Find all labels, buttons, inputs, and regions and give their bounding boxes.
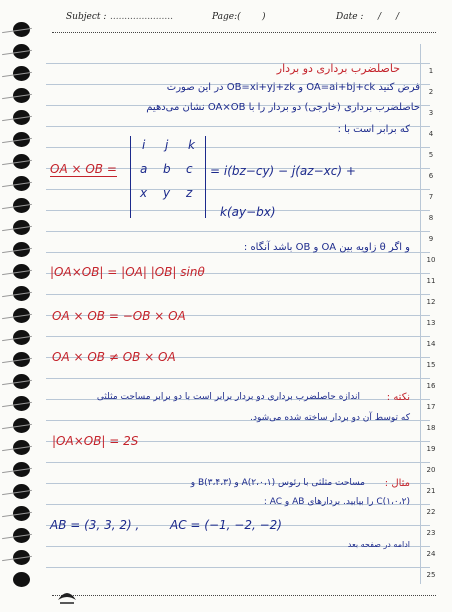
line-number: 7 bbox=[428, 193, 434, 201]
line-number: 3 bbox=[428, 109, 434, 117]
line-number: 16 bbox=[426, 382, 436, 390]
page-close-paren: ) bbox=[262, 12, 266, 22]
line-number: 21 bbox=[426, 487, 436, 495]
example-text: مساحت مثلثی با رئوس A(۲،۰،۱) و B(۳،۴،۳) و bbox=[190, 478, 365, 488]
binding-hole bbox=[13, 572, 30, 587]
cross-product-expansion: = i(bz−cy) − j(az−xc) + bbox=[210, 164, 356, 178]
line-number: 6 bbox=[428, 172, 434, 180]
line-number: 19 bbox=[426, 445, 436, 453]
page-header bbox=[44, 8, 444, 30]
line-number: 15 bbox=[426, 361, 436, 369]
ruled-line bbox=[46, 231, 430, 232]
det-cell-y: y bbox=[163, 186, 171, 200]
page-label: Page:( bbox=[212, 12, 241, 22]
line-number: 2 bbox=[428, 88, 434, 96]
cross-product-expansion-k: k(ay−bx) bbox=[220, 205, 276, 219]
note-text: که توسط آن دو بردار ساخته شده می‌شود. bbox=[250, 413, 410, 423]
text-line: فرض کنید OA=ai+bj+ck و OB=xi+yj+zk در این صورت bbox=[166, 82, 420, 93]
line-number: 4 bbox=[428, 130, 434, 138]
line-number: 20 bbox=[426, 466, 436, 474]
line-number: 1 bbox=[428, 67, 434, 75]
line-number: 9 bbox=[428, 235, 434, 243]
line-number: 5 bbox=[428, 151, 434, 159]
binding-holes bbox=[0, 0, 40, 612]
footer-dotted-line bbox=[52, 595, 436, 596]
determinant-left-bar bbox=[130, 136, 131, 218]
determinant-right-bar bbox=[205, 136, 206, 218]
vector-ac: AC = (−1, −2, −2) bbox=[170, 518, 282, 532]
ruled-line bbox=[46, 462, 430, 463]
vector-ab: AB = (3, 3, 2) , bbox=[50, 518, 140, 532]
subject-dots: ...................... bbox=[110, 12, 173, 22]
det-cell-a: a bbox=[140, 162, 148, 176]
det-cell-c: c bbox=[186, 162, 193, 176]
line-number: 13 bbox=[426, 319, 436, 327]
ruled-line bbox=[46, 567, 430, 568]
line-number: 25 bbox=[426, 571, 436, 579]
ruled-line bbox=[46, 378, 430, 379]
ruled-line bbox=[46, 294, 430, 295]
continue-note: ادامه در صفحه بعد bbox=[347, 540, 410, 549]
det-cell-x: x bbox=[140, 186, 148, 200]
line-number: 8 bbox=[428, 214, 434, 222]
line-number: 14 bbox=[426, 340, 436, 348]
det-cell-j: j bbox=[165, 138, 169, 152]
line-number: 22 bbox=[426, 508, 436, 516]
date-separator: / bbox=[396, 12, 400, 22]
line-number: 18 bbox=[426, 424, 436, 432]
line-number: 23 bbox=[426, 529, 436, 537]
header-dotted-line bbox=[52, 32, 436, 33]
line-number: 17 bbox=[426, 403, 436, 411]
det-cell-b: b bbox=[163, 162, 171, 176]
note-text: اندازه حاصلضرب برداری دو بردار برابر است با دو برابر مساحت مثلثی bbox=[96, 392, 360, 402]
formula-anticommutative: OA × OB = −OB × OA bbox=[52, 309, 186, 323]
text-line: که برابر است با : bbox=[337, 124, 410, 135]
subject-label: Subject : bbox=[66, 12, 107, 22]
margin-line bbox=[420, 44, 421, 584]
ruled-line bbox=[46, 336, 430, 337]
text-line: حاصلضرب برداری (خارجی) دو بردار را با OA×OB نشان می‌دهیم bbox=[146, 102, 420, 113]
det-cell-z: z bbox=[186, 186, 193, 200]
formula-not-commutative: OA × OB ≠ OB × OA bbox=[52, 350, 176, 364]
text-line: و اگر θ زاویه بین OA و OB باشد آنگاه : bbox=[243, 242, 410, 253]
formula-magnitude: |OA×OB| = |OA| |OB| sinθ bbox=[50, 265, 205, 279]
date-separator: / bbox=[378, 12, 382, 22]
date-label: Date : bbox=[336, 12, 364, 22]
det-cell-k: k bbox=[188, 138, 195, 152]
example-label: مثال : bbox=[384, 478, 410, 489]
ruled-line bbox=[46, 147, 430, 148]
example-text: C(۱،۰،۲) را بیابید. بردارهای AB و AC : bbox=[263, 497, 410, 507]
note-label: نکته : bbox=[386, 392, 410, 403]
line-number: 11 bbox=[426, 277, 436, 285]
line-number: 24 bbox=[426, 550, 436, 558]
section-title: حاصلضرب برداری دو بردار bbox=[276, 62, 400, 75]
formula-area: |OA×OB| = 2S bbox=[52, 434, 139, 448]
cross-product-lhs: OA × OB = bbox=[50, 162, 117, 176]
line-number: 10 bbox=[426, 256, 436, 264]
det-cell-i: i bbox=[142, 138, 146, 152]
brand-logo-icon bbox=[54, 582, 80, 608]
ruled-line bbox=[46, 189, 430, 190]
line-number: 12 bbox=[426, 298, 436, 306]
